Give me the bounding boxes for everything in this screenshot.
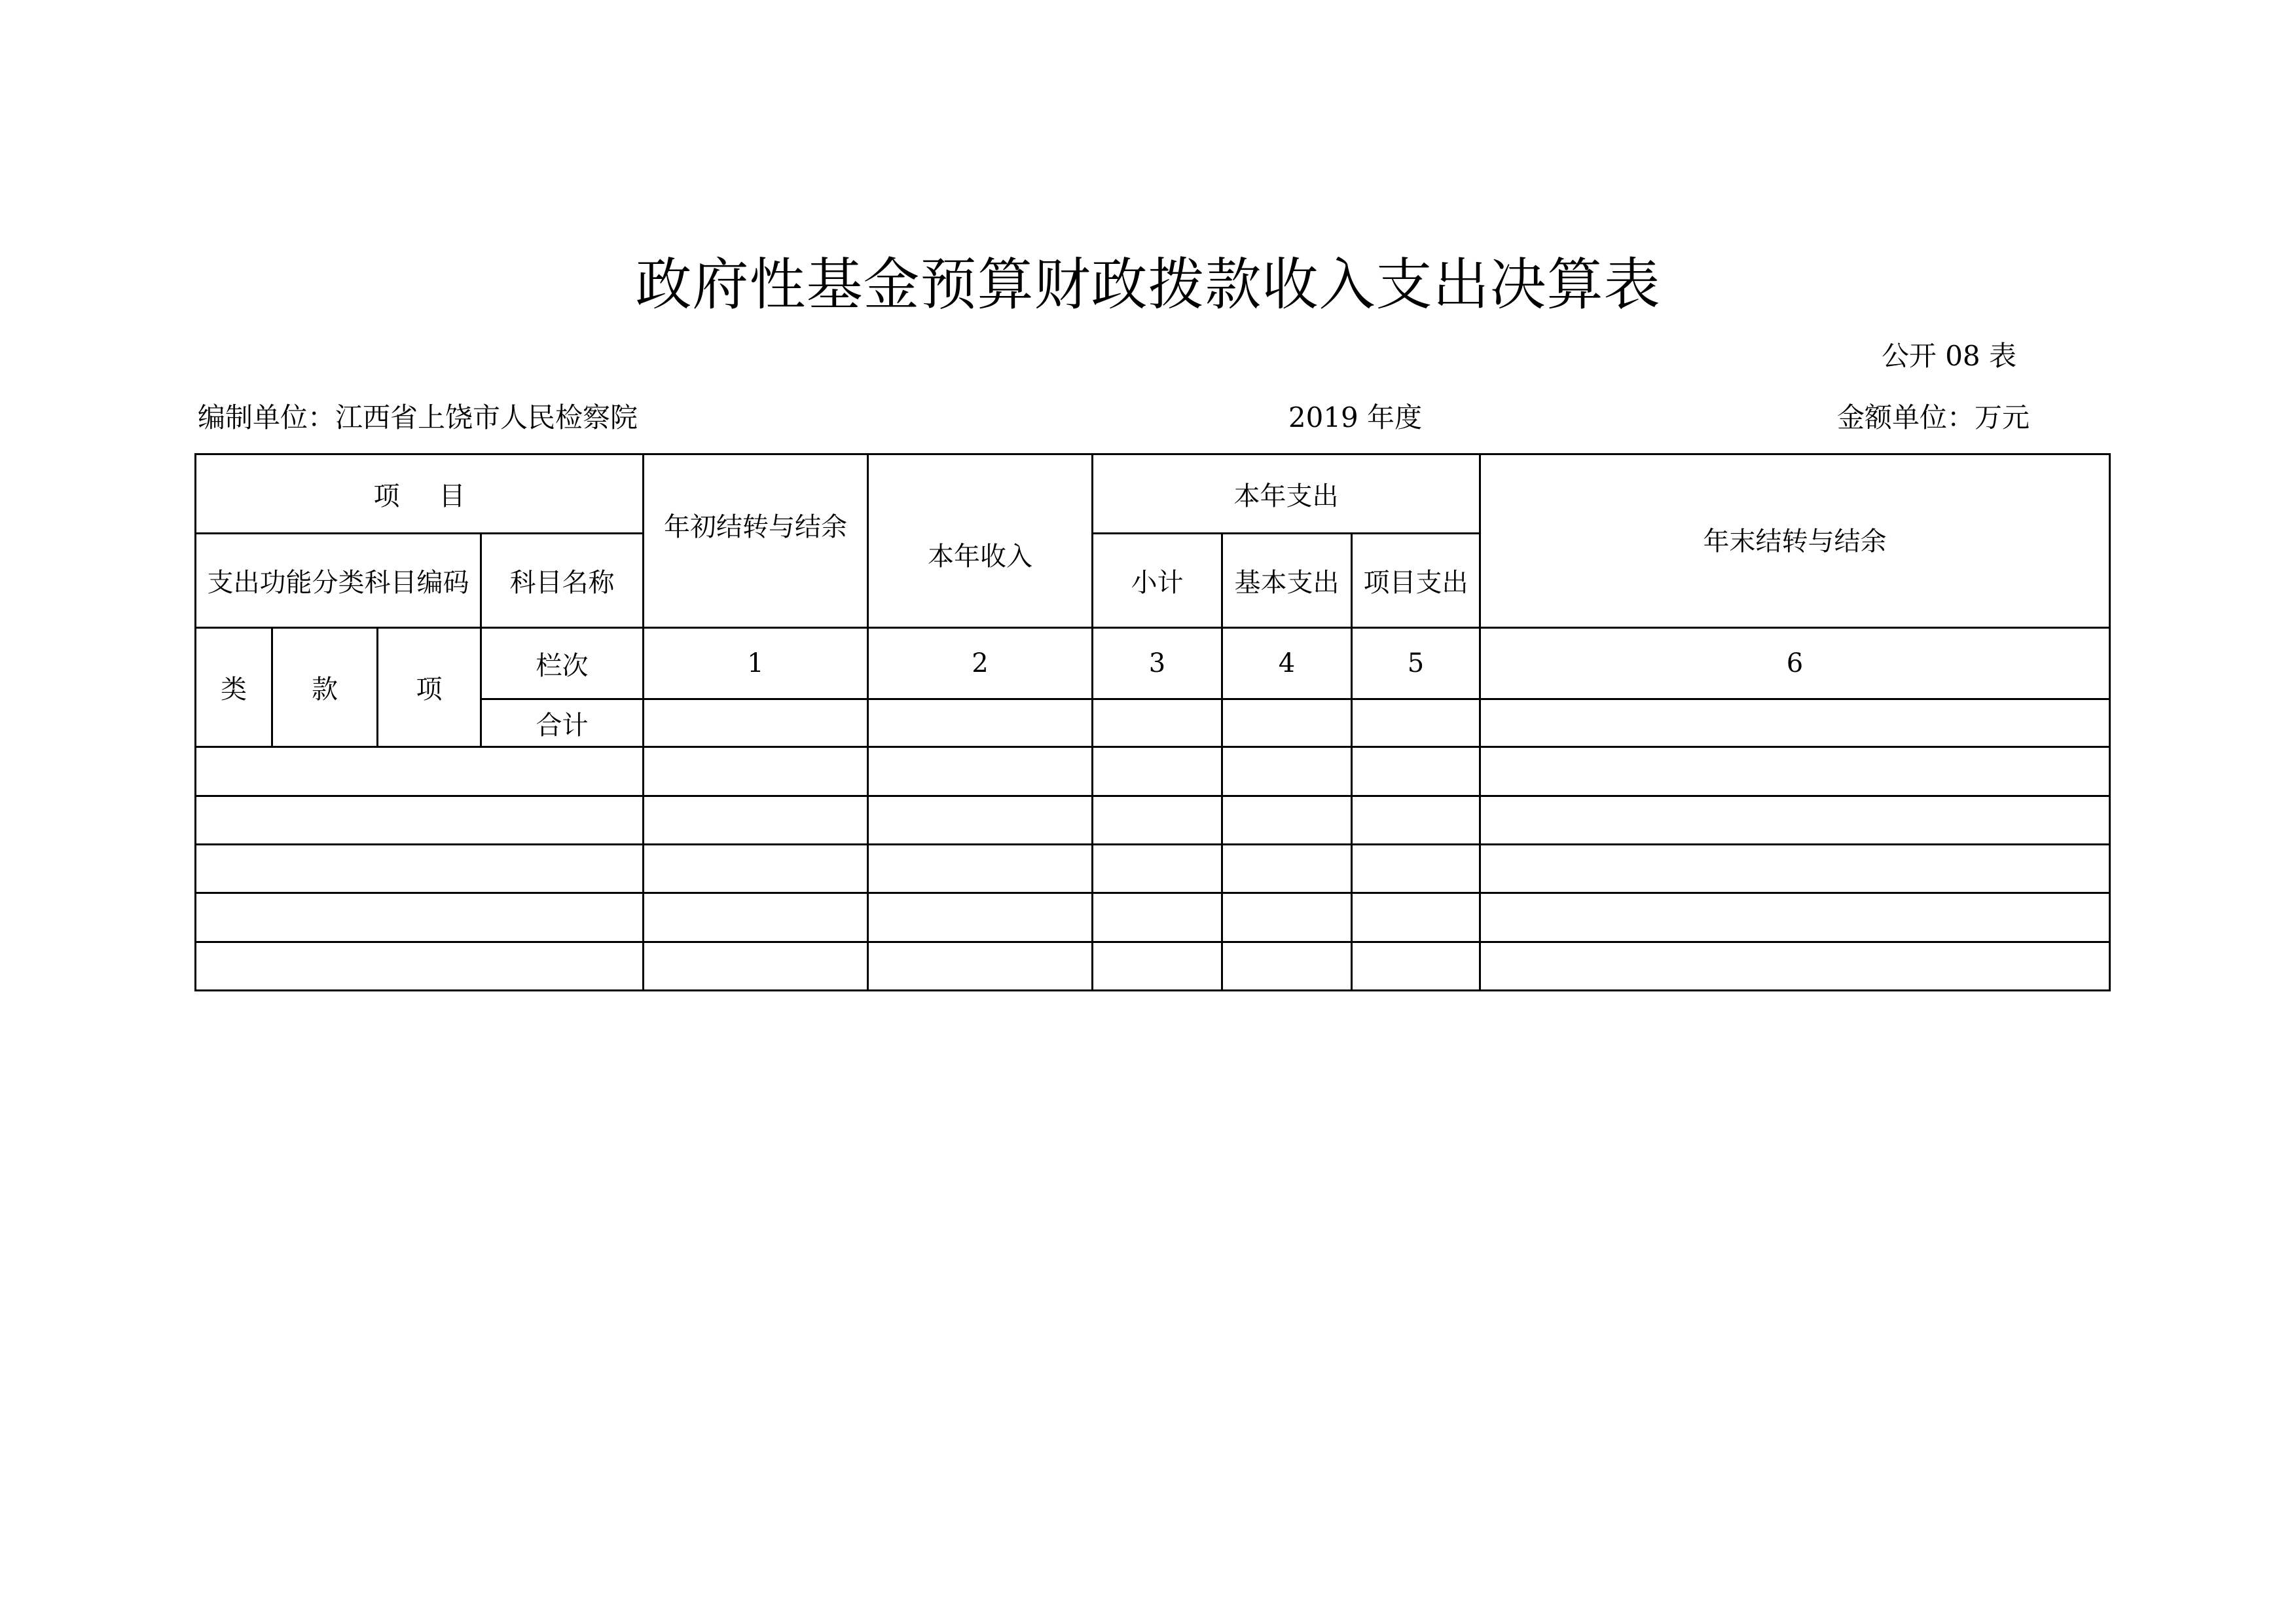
table-cell: [1222, 747, 1352, 796]
table-cell: [1352, 796, 1480, 845]
col-index-6: 6: [1480, 628, 2110, 699]
col-index-2: 2: [868, 628, 1093, 699]
header-lei: 类: [196, 628, 272, 747]
table-cell: [1222, 796, 1352, 845]
table-cell: [868, 942, 1093, 991]
header-xiang: 项: [378, 628, 481, 747]
table-cell: [1093, 845, 1222, 893]
table-cell: [1480, 845, 2110, 893]
col-index-5: 5: [1352, 628, 1480, 699]
header-begin-balance: 年初结转与结余: [644, 454, 868, 628]
header-income: 本年收入: [868, 454, 1093, 628]
table-cell: [868, 845, 1093, 893]
budget-table: [194, 453, 2111, 991]
table-cell: [1222, 942, 1352, 991]
header-lanci: 栏次: [481, 628, 644, 699]
table-cell: [868, 796, 1093, 845]
fiscal-year: 2019 年度: [1288, 401, 1423, 434]
table-cell: [1222, 699, 1352, 747]
header-subject-name: 科目名称: [481, 534, 644, 628]
table-cell: [196, 893, 644, 942]
table-row: [196, 893, 2110, 942]
table-cell: [644, 796, 868, 845]
table-cell: [868, 747, 1093, 796]
col-index-1: 1: [644, 628, 868, 699]
header-row-1: [196, 454, 2110, 534]
header-func-code: 支出功能分类科目编码: [196, 534, 481, 628]
table-cell: [1352, 699, 1480, 747]
table-cell: [1093, 942, 1222, 991]
total-label: 合计: [481, 699, 644, 747]
table-cell: [1093, 747, 1222, 796]
table-cell: [1352, 942, 1480, 991]
col-index-4: 4: [1222, 628, 1352, 699]
table-cell: [1480, 893, 2110, 942]
table-cell: [868, 699, 1093, 747]
table-cell: [644, 845, 868, 893]
table-cell: [1480, 796, 2110, 845]
table-cell: [1222, 893, 1352, 942]
header-project: 项目支出: [1352, 534, 1480, 628]
header-end-balance: 年末结转与结余: [1480, 454, 2110, 628]
col-index-3: 3: [1093, 628, 1222, 699]
column-index-row: [196, 628, 2110, 699]
table-cell: [196, 747, 644, 796]
table-row: [196, 845, 2110, 893]
table-cell: [196, 845, 644, 893]
table-cell: [868, 893, 1093, 942]
header-basic: 基本支出: [1222, 534, 1352, 628]
table-cell: [1352, 845, 1480, 893]
table-cell: [1480, 747, 2110, 796]
table-cell: [1093, 893, 1222, 942]
table-row: [196, 942, 2110, 991]
table-cell: [1352, 747, 1480, 796]
page-title: 政府性基金预算财政拨款收入支出决算表: [635, 252, 1661, 318]
table-row: [196, 747, 2110, 796]
money-unit: 金额单位：万元: [1836, 401, 2030, 434]
table-cell: [644, 699, 868, 747]
table-cell: [644, 942, 868, 991]
table-cell: [1093, 699, 1222, 747]
header-expense-group: 本年支出: [1093, 454, 1480, 534]
table-cell: [196, 942, 644, 991]
table-cell: [1352, 893, 1480, 942]
table-cell: [1480, 699, 2110, 747]
table-cell: [196, 796, 644, 845]
total-row: [196, 699, 2110, 747]
header-kuan: 款: [272, 628, 378, 747]
header-subtotal: 小计: [1093, 534, 1222, 628]
table-cell: [644, 747, 868, 796]
compiling-unit: 编制单位：江西省上饶市人民检察院: [198, 401, 638, 434]
table-cell: [1480, 942, 2110, 991]
table-number: 公开 08 表: [1881, 340, 2016, 372]
table-cell: [1093, 796, 1222, 845]
table-cell: [644, 893, 868, 942]
header-item: 项目: [196, 454, 644, 534]
table-cell: [1222, 845, 1352, 893]
table-row: [196, 796, 2110, 845]
